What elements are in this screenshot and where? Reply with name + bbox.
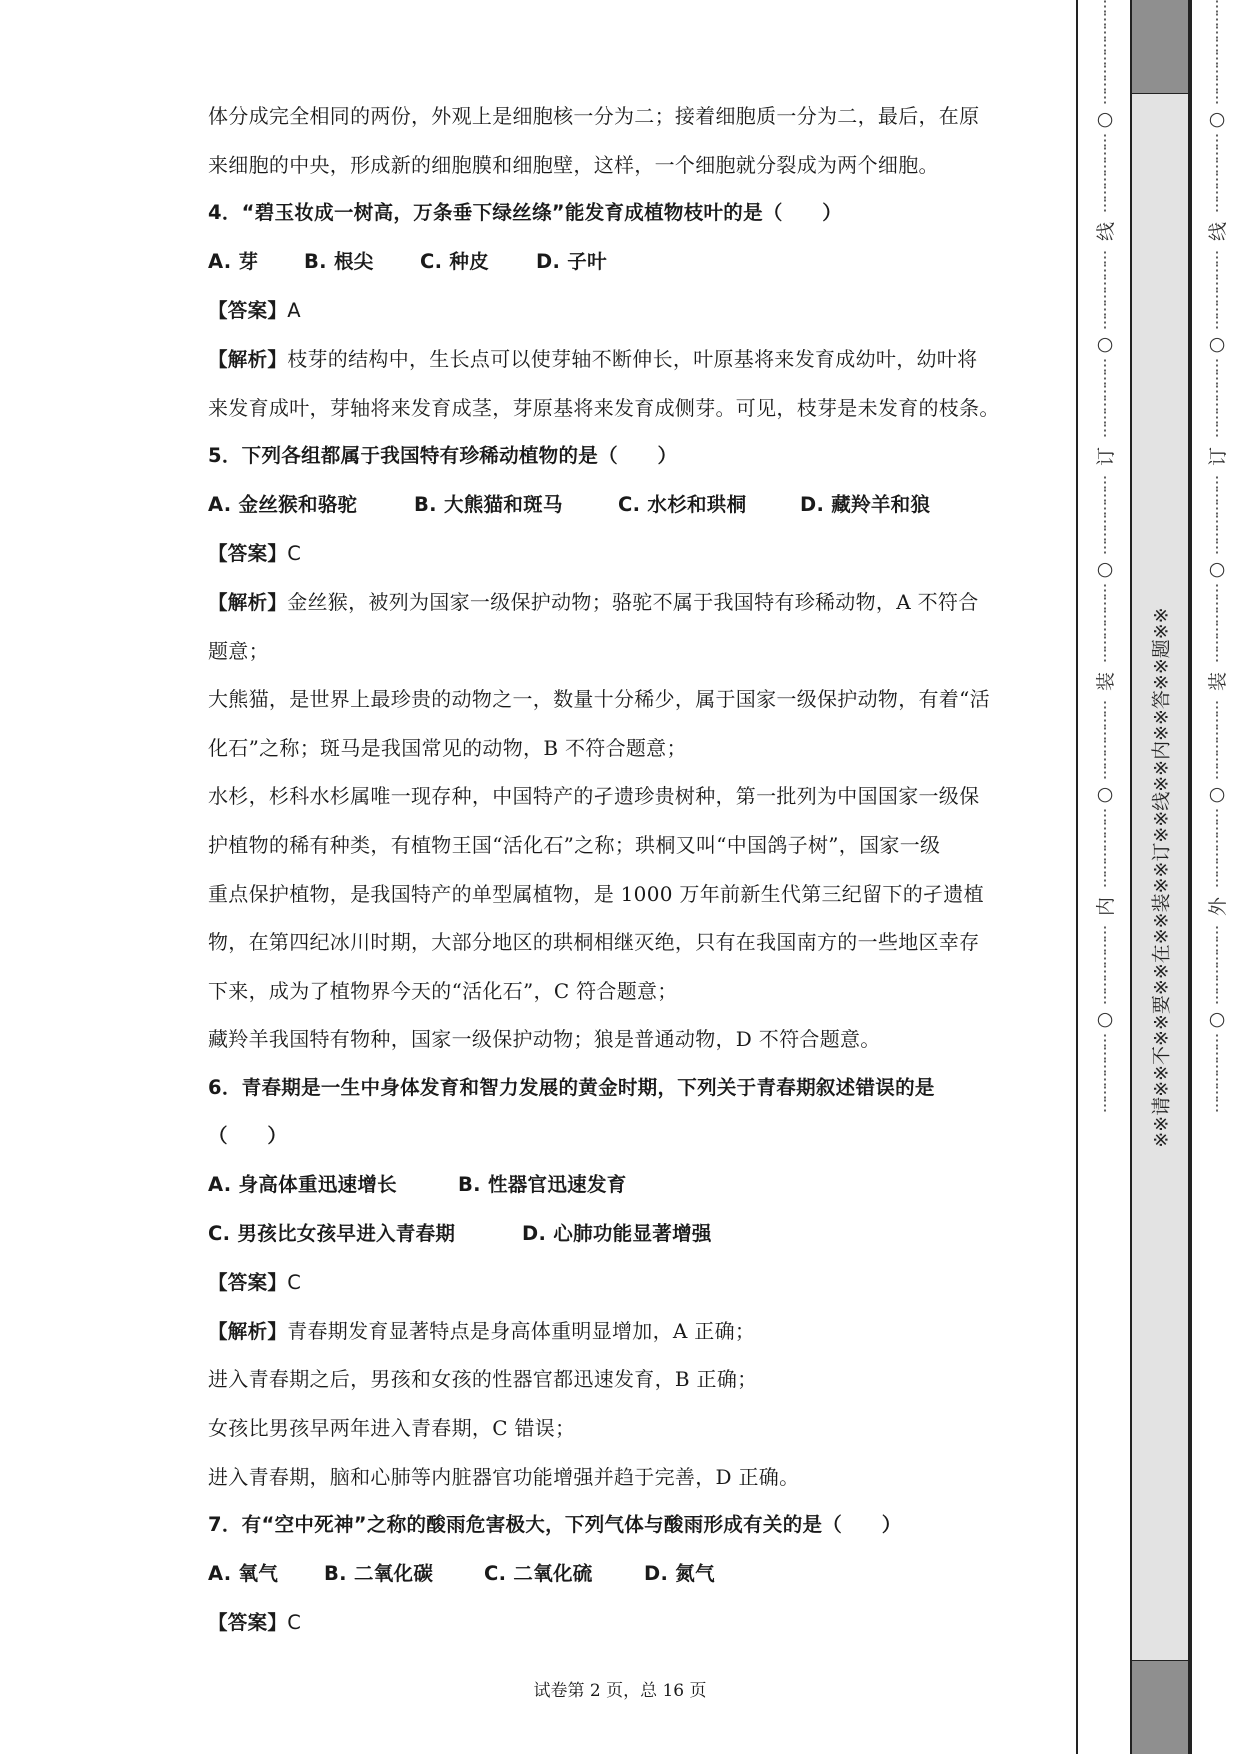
- answer-line: [208, 286, 1036, 335]
- analysis-line: [208, 1307, 1036, 1356]
- analysis-line: 水杉，杉科水杉属唯一现存种，中国特产的孑遗珍贵树种，第一批列为中国国家一级保: [208, 784, 980, 809]
- question-7-options: [208, 1550, 1036, 1599]
- analysis-line: 护植物的稀有种类，有植物王国“活化石”之称；珙桐又叫“中国鸽子树”，国家一级: [208, 832, 941, 857]
- analysis-line: 进入青春期之后，男孩和女孩的性器官都迅速发育，B 正确；: [208, 1367, 758, 1392]
- binding-circle: ○: [1208, 783, 1226, 805]
- dotted-line: ⋮ ⋮ ⋮ ⋮ ⋮ ⋮: [1097, 581, 1113, 664]
- dotted-line: ⋮ ⋮ ⋮ ⋮ ⋮ ⋮: [1097, 806, 1113, 889]
- option-b: B. 根尖: [304, 249, 374, 273]
- analysis-line: 下来，成为了植物界今天的“活化石”，C 符合题意；: [208, 978, 678, 1003]
- analysis-line: [208, 335, 1036, 384]
- answer-tag: 【答案】: [208, 1271, 288, 1295]
- option-d: D. 氮气: [644, 1561, 715, 1585]
- analysis-line: 大熊猫，是世界上最珍贵的动物之一，数量十分稀少，属于国家一级保护动物，有着“活: [208, 687, 990, 712]
- option-b: B. 性器官迅速发育: [458, 1173, 627, 1197]
- question-6: 6．青春期是一生中身体发育和智力发展的黄金时期，下列关于青春期叙述错误的是: [208, 1075, 935, 1099]
- option-c: C. 二氧化硫: [484, 1561, 593, 1585]
- analysis-text: 金丝猴，被列为国家一级保护动物；骆驼不属于我国特有珍稀动物，A 不符合: [287, 589, 979, 614]
- dotted-line: ⋮ ⋮ ⋮ ⋮ ⋮ ⋮: [1209, 698, 1225, 781]
- answer-tag: 【答案】: [208, 542, 288, 566]
- option-b: B. 二氧化碳: [324, 1561, 434, 1585]
- dotted-line: ⋮ ⋮ ⋮ ⋮ ⋮ ⋮ ⋮ ⋮: [1209, 0, 1225, 106]
- dotted-line: ⋮ ⋮ ⋮ ⋮ ⋮ ⋮: [1097, 923, 1113, 1006]
- dotted-line: ⋮ ⋮ ⋮ ⋮ ⋮ ⋮: [1209, 581, 1225, 664]
- option-d: D. 心肺功能显著增强: [522, 1221, 712, 1245]
- binding-warning-text: ※※请※※不※※要※※在※※装※※订※※线※※内※※答※※题※※: [1150, 606, 1173, 1148]
- dotted-line: ⋮ ⋮ ⋮ ⋮ ⋮ ⋮: [1097, 1031, 1113, 1114]
- binding-marks-inner: [1090, 0, 1120, 1754]
- answer-value: A: [287, 299, 301, 323]
- option-d: D. 子叶: [536, 249, 607, 273]
- document-body: [208, 92, 1036, 1647]
- binding-circle: ○: [1096, 1008, 1114, 1030]
- dotted-line: ⋮ ⋮ ⋮ ⋮ ⋮ ⋮: [1209, 806, 1225, 889]
- dotted-line: ⋮ ⋮ ⋮ ⋮ ⋮ ⋮: [1209, 248, 1225, 331]
- binding-marks-outer: [1202, 0, 1232, 1754]
- option-b: B. 大熊猫和斑马: [414, 492, 563, 516]
- dotted-line: ⋮ ⋮ ⋮ ⋮ ⋮ ⋮: [1209, 356, 1225, 439]
- binding-circle: ○: [1096, 333, 1114, 355]
- analysis-line: [208, 578, 1036, 627]
- answer-value: C: [287, 1611, 302, 1635]
- dotted-line: ⋮ ⋮ ⋮ ⋮ ⋮ ⋮: [1097, 248, 1113, 331]
- question-5-options: [208, 481, 1036, 530]
- binding-word: 订: [1207, 446, 1230, 467]
- binding-circle: ○: [1208, 558, 1226, 580]
- binding-circle: ○: [1096, 783, 1114, 805]
- analysis-line: 藏羚羊我国特有物种，国家一级保护动物；狼是普通动物，D 不符合题意。: [208, 1027, 881, 1052]
- question-6-options-row2: [208, 1210, 1036, 1259]
- analysis-line: 物，在第四纪冰川时期，大部分地区的珙桐相继灭绝，只有在我国南方的一些地区幸存: [208, 930, 980, 955]
- question-7: 7．有“空中死神”之称的酸雨危害极大，下列气体与酸雨形成有关的是（ ）: [208, 1513, 902, 1537]
- dotted-line: ⋮ ⋮ ⋮ ⋮ ⋮ ⋮: [1097, 473, 1113, 556]
- option-a: A. 氧气: [208, 1561, 279, 1585]
- dotted-line: ⋮ ⋮ ⋮ ⋮ ⋮ ⋮: [1209, 1031, 1225, 1114]
- question-4: 4．“碧玉妆成一树高，万条垂下绿丝绦”能发育成植物枝叶的是（ ）: [208, 201, 843, 225]
- question-5: 5．下列各组都属于我国特有珍稀动植物的是（ ）: [208, 444, 678, 468]
- analysis-line: 题意；: [208, 638, 269, 663]
- option-c: C. 男孩比女孩早进入青春期: [208, 1221, 456, 1245]
- binding-circle: ○: [1096, 558, 1114, 580]
- binding-word: 外: [1207, 896, 1230, 917]
- dotted-line: ⋮ ⋮ ⋮ ⋮ ⋮ ⋮: [1097, 698, 1113, 781]
- answer-tag: 【答案】: [208, 299, 288, 323]
- dotted-line: ⋮ ⋮ ⋮ ⋮ ⋮ ⋮ ⋮ ⋮: [1097, 0, 1113, 106]
- dotted-line: ⋮ ⋮ ⋮ ⋮ ⋮ ⋮: [1209, 131, 1225, 214]
- text-line: 来细胞的中央，形成新的细胞膜和细胞壁，这样，一个细胞就分裂成为两个细胞。: [208, 152, 939, 177]
- binding-circle: ○: [1208, 108, 1226, 130]
- analysis-line: 来发育成叶，芽轴将来发育成茎，芽原基将来发育成侧芽。可见，枝芽是未发育的枝条。: [208, 395, 1000, 420]
- text-line: 体分成完全相同的两份，外观上是细胞核一分为二；接着细胞质一分为二，最后，在原: [208, 104, 980, 128]
- answer-line: [208, 1258, 1036, 1307]
- question-4-options: [208, 238, 1036, 287]
- page-footer: 试卷第 2 页，总 16 页: [533, 1681, 707, 1701]
- answer-tag: 【答案】: [208, 1611, 288, 1635]
- dotted-line: ⋮ ⋮ ⋮ ⋮ ⋮ ⋮: [1097, 356, 1113, 439]
- analysis-tag: 【解析】: [208, 1319, 288, 1343]
- option-c: C. 水杉和珙桐: [618, 492, 747, 516]
- binding-word: 订: [1095, 446, 1118, 467]
- answer-value: C: [287, 542, 302, 566]
- binding-word: 内: [1095, 896, 1118, 917]
- binding-warning: [1140, 0, 1180, 1754]
- answer-line: [208, 529, 1036, 578]
- dotted-line: ⋮ ⋮ ⋮ ⋮ ⋮ ⋮: [1209, 473, 1225, 556]
- binding-circle: ○: [1096, 108, 1114, 130]
- analysis-text: 枝芽的结构中，生长点可以使芽轴不断伸长，叶原基将来发育成幼叶，幼叶将: [287, 346, 978, 371]
- analysis-text: 青春期发育显著特点是身高体重明显增加，A 正确；: [287, 1318, 756, 1343]
- binding-word: 线: [1207, 221, 1230, 242]
- analysis-line: 女孩比男孩早两年进入青春期，C 错误；: [208, 1416, 576, 1441]
- question-6-options-row1: [208, 1161, 1036, 1210]
- binding-word: 装: [1207, 671, 1230, 692]
- option-a: A. 身高体重迅速增长: [208, 1173, 397, 1197]
- option-a: A. 金丝猴和骆驼: [208, 492, 358, 516]
- binding-word: 线: [1095, 221, 1118, 242]
- analysis-line: 化石”之称；斑马是我国常见的动物，B 不符合题意；: [208, 735, 687, 760]
- binding-circle: ○: [1208, 333, 1226, 355]
- binding-circle: ○: [1208, 1008, 1226, 1030]
- dotted-line: ⋮ ⋮ ⋮ ⋮ ⋮ ⋮: [1097, 131, 1113, 214]
- analysis-tag: 【解析】: [208, 590, 288, 614]
- option-a: A. 芽: [208, 249, 259, 273]
- answer-line: [208, 1598, 1036, 1647]
- dotted-line: ⋮ ⋮ ⋮ ⋮ ⋮ ⋮: [1209, 923, 1225, 1006]
- binding-word: 装: [1095, 671, 1118, 692]
- option-d: D. 藏羚羊和狼: [800, 492, 931, 516]
- analysis-line: 重点保护植物，是我国特产的单型属植物，是 1000 万年前新生代第三纪留下的孑遗植: [208, 881, 984, 906]
- option-c: C. 种皮: [420, 249, 490, 273]
- question-6-continued: （ ）: [208, 1124, 288, 1148]
- analysis-line: 进入青春期，脑和心肺等内脏器官功能增强并趋于完善，D 正确。: [208, 1464, 800, 1489]
- answer-value: C: [287, 1271, 302, 1295]
- analysis-tag: 【解析】: [208, 347, 288, 371]
